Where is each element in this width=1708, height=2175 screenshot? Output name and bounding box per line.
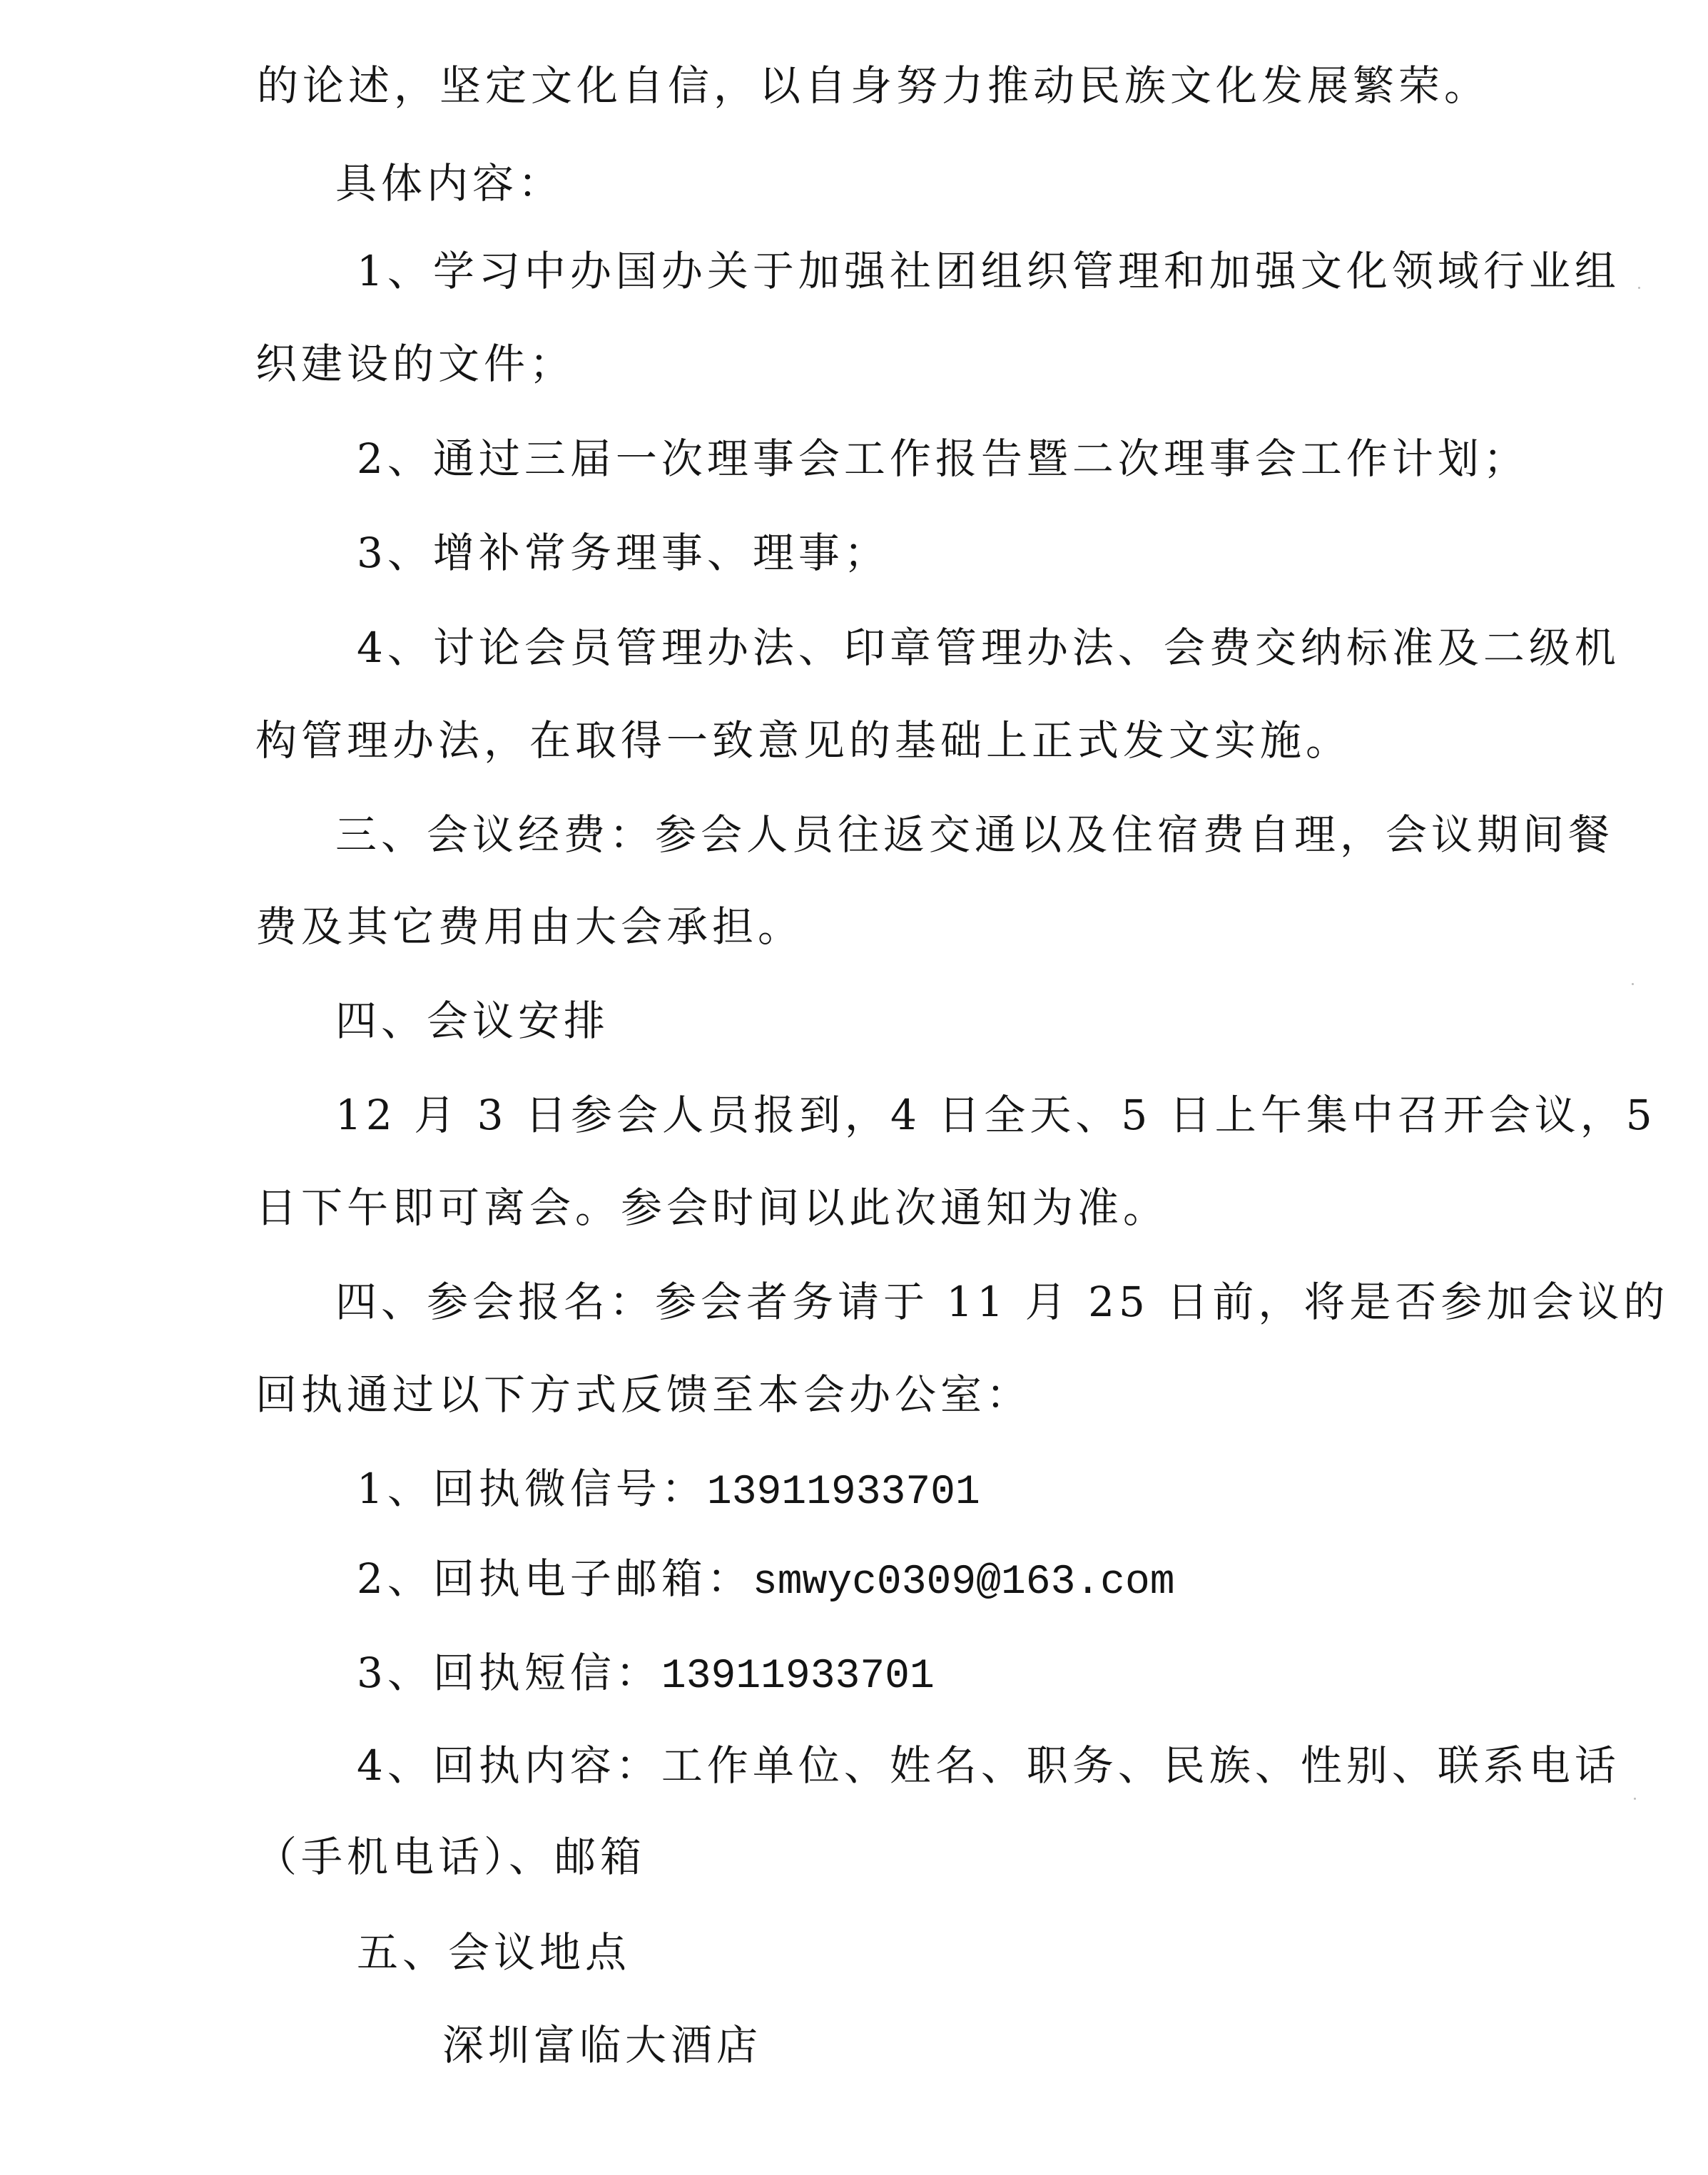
scan-speck xyxy=(1634,1798,1636,1800)
list-item: 3、增补常务理事、理事； xyxy=(357,529,890,577)
text-line: 回执通过以下方式反馈至本会办公室： xyxy=(255,1370,1032,1419)
list-item-label: 3、回执短信： xyxy=(357,1649,661,1697)
list-item xyxy=(357,1648,935,1702)
list-item xyxy=(357,1464,980,1518)
text-line: 织建设的文件； xyxy=(255,340,576,388)
text-line: 构管理办法，在取得一致意见的基础上正式发文实施。 xyxy=(255,716,1352,765)
venue-name: 深圳富临大酒店 xyxy=(442,2021,763,2069)
section-heading: 三、会议经费：参会人员往返交通以及住宿费自理，会议期间餐 xyxy=(335,810,1615,859)
scan-speck xyxy=(1638,287,1640,289)
scan-speck xyxy=(1632,983,1634,985)
list-item: 1、学习中办国办关于加强社团组织管理和加强文化领域行业组 xyxy=(357,247,1620,295)
list-item: 4、回执内容：工作单位、姓名、职务、民族、性别、联系电话 xyxy=(357,1741,1620,1790)
text-line: 的论述，坚定文化自信，以自身努力推动民族文化发展繁荣。 xyxy=(257,61,1490,110)
text-line: （手机电话）、邮箱 xyxy=(255,1833,646,1881)
section-heading: 四、会议安排 xyxy=(335,997,610,1045)
section-heading: 五、会议地点 xyxy=(357,1928,631,1977)
list-item-label: 1、回执微信号： xyxy=(357,1465,707,1513)
text-line: 日下午即可离会。参会时间以此次通知为准。 xyxy=(255,1183,1169,1232)
list-item xyxy=(357,1554,1175,1608)
sms-number: 13911933701 xyxy=(661,1654,935,1700)
list-item: 2、通过三届一次理事会工作报告暨二次理事会工作计划； xyxy=(357,434,1529,483)
email-address: smwyc0309@163.com xyxy=(752,1559,1175,1606)
wechat-id: 13911933701 xyxy=(706,1469,980,1516)
list-item: 4、讨论会员管理办法、印章管理办法、会费交纳标准及二级机 xyxy=(357,623,1620,672)
list-item-label: 2、回执电子邮箱： xyxy=(357,1554,753,1603)
text-line: 费及其它费用由大会承担。 xyxy=(255,902,804,951)
text-line: 12 月 3 日参会人员报到，4 日全天、5 日上午集中召开会议，5 xyxy=(335,1091,1657,1139)
section-heading: 具体内容： xyxy=(335,159,564,208)
section-heading: 四、参会报名：参会者务请于 11 月 25 日前，将是否参加会议的 xyxy=(335,1278,1669,1326)
